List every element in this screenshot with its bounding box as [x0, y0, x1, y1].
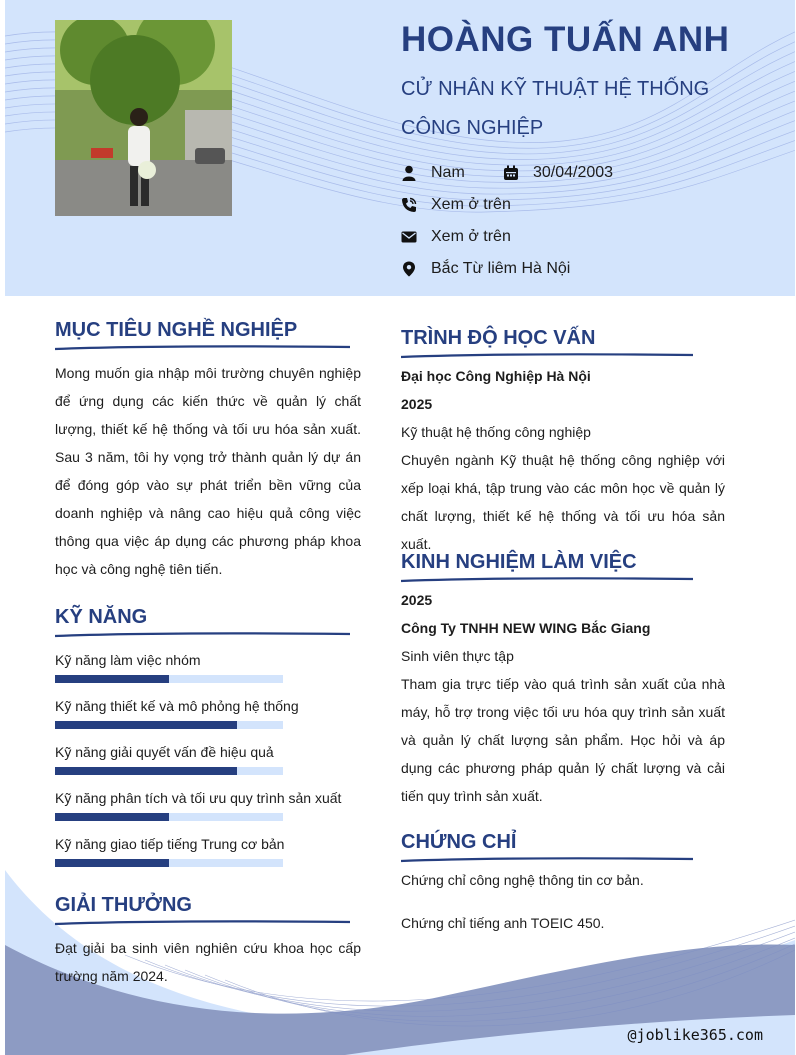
certificates-underline — [401, 857, 693, 863]
address-row — [401, 260, 570, 278]
skill-label: Kỹ năng phân tích và tối ưu quy trình sản xuất — [55, 790, 342, 806]
education-year: 2025 — [401, 396, 433, 412]
birthdate-value: 30/04/2003 — [533, 164, 614, 181]
cv-header — [5, 0, 795, 296]
skill-bar — [55, 859, 283, 867]
envelope-icon — [401, 229, 417, 245]
education-school: Đại học Công Nghiệp Hà Nội — [401, 368, 591, 384]
gender-row — [401, 164, 465, 182]
objective-heading: MỤC TIÊU NGHỀ NGHIỆP — [55, 319, 298, 341]
skill-label: Kỹ năng thiết kế và mô phỏng hệ thống — [55, 698, 299, 714]
experience-position: Sinh viên thực tập — [401, 648, 514, 664]
skill-item — [55, 698, 355, 729]
email-value: Xem ở trên — [431, 228, 511, 245]
skill-item — [55, 744, 355, 775]
gender-value: Nam — [431, 164, 465, 181]
skill-item — [55, 790, 355, 821]
experience-year: 2025 — [401, 592, 433, 608]
skill-bar-fill — [55, 721, 237, 729]
calendar-icon — [503, 165, 519, 181]
candidate-name: HOÀNG TUẤN ANH — [401, 20, 730, 59]
email-row — [401, 228, 511, 246]
experience-description: Tham gia trực tiếp vào quá trình sản xuất của nhà máy, hỗ trợ trong việc tối ưu hóa quy trình sản xuất và quản lý chất lượng sản phẩm. Học hỏi và áp dụng các phương pháp quản lý chất lượng và cải tiến quy trình sản xuất. — [401, 676, 725, 804]
objective-underline — [55, 345, 350, 351]
objective-text: Mong muốn gia nhập môi trường chuyên nghiệp để ứng dụng các kiến thức về quản lý chất lượng, thiết kế hệ thống và tối ưu hóa sản xuất. Sau 3 năm, tôi hy vọng trở thành quản lý dự án để đóng góp vào sự phát triển bền vững của doanh nghiệp và nâng cao hiệu quả công việc thông qua việc áp dụng các phương pháp khoa học và công nghệ tiên tiến. — [55, 365, 361, 577]
awards-text: Đạt giải ba sinh viên nghiên cứu khoa học cấp trường năm 2024. — [55, 940, 361, 984]
skill-item — [55, 652, 355, 683]
skill-bar-fill — [55, 675, 169, 683]
skills-heading: KỸ NĂNG — [55, 606, 148, 628]
experience-underline — [401, 577, 693, 583]
skill-bar — [55, 813, 283, 821]
skill-bar — [55, 767, 283, 775]
skills-underline — [55, 632, 350, 638]
education-underline — [401, 353, 693, 359]
skill-bar-fill — [55, 813, 169, 821]
education-heading: TRÌNH ĐỘ HỌC VẤN — [401, 327, 596, 349]
birthdate-row — [503, 164, 613, 182]
skill-label: Kỹ năng giải quyết vấn đề hiệu quả — [55, 744, 274, 760]
experience-company: Công Ty TNHH NEW WING Bắc Giang — [401, 620, 651, 636]
cv-page — [5, 0, 795, 1055]
education-description: Chuyên ngành Kỹ thuật hệ thống công nghiệp với xếp loại khá, tập trung vào các môn học về quản lý chất lượng, thiết kế hệ thống và tối ưu hóa sản xuất. — [401, 452, 725, 552]
skill-bar — [55, 721, 283, 729]
profile-photo — [55, 20, 232, 216]
skill-item — [55, 836, 355, 867]
user-icon — [401, 165, 417, 181]
experience-heading: KINH NGHIỆM LÀM VIỆC — [401, 551, 637, 573]
awards-heading: GIẢI THƯỞNG — [55, 894, 192, 916]
skill-label: Kỹ năng giao tiếp tiếng Trung cơ bản — [55, 836, 285, 852]
skill-bar-fill — [55, 859, 169, 867]
certificates-heading: CHỨNG CHỈ — [401, 831, 517, 853]
phone-row — [401, 196, 511, 214]
location-pin-icon — [401, 261, 417, 277]
phone-icon — [401, 197, 417, 213]
education-major: Kỹ thuật hệ thống công nghiệp — [401, 424, 591, 440]
skill-bar-fill — [55, 767, 237, 775]
certificate-item: Chứng chỉ tiếng anh TOEIC 450. — [401, 915, 605, 931]
phone-value: Xem ở trên — [431, 196, 511, 213]
awards-underline — [55, 920, 350, 926]
candidate-title: CỬ NHÂN KỸ THUẬT HỆ THỐNG CÔNG NGHIỆP — [401, 78, 710, 139]
watermark: @joblike365.com — [627, 1026, 763, 1044]
address-value: Bắc Từ liêm Hà Nội — [431, 260, 571, 277]
certificate-item: Chứng chỉ công nghệ thông tin cơ bản. — [401, 872, 644, 888]
skill-bar — [55, 675, 283, 683]
skill-label: Kỹ năng làm việc nhóm — [55, 652, 201, 668]
